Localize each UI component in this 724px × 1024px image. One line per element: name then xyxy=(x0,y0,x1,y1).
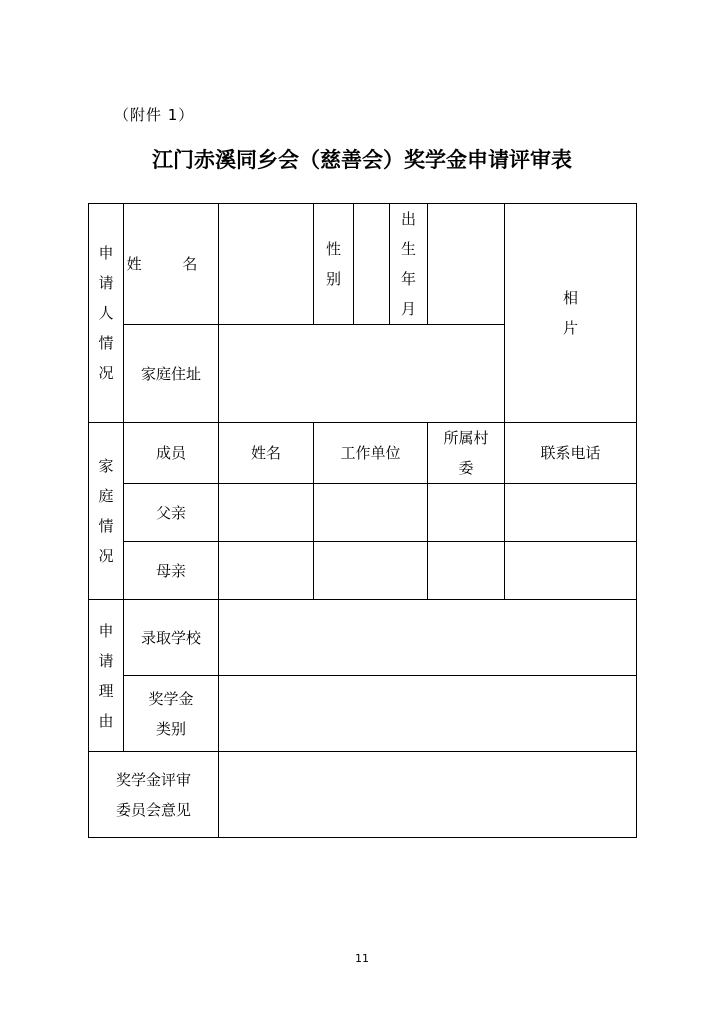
school-label-cell xyxy=(124,600,219,676)
family-col-village xyxy=(428,423,505,484)
address-label-cell xyxy=(124,325,219,423)
applicant-section-label xyxy=(89,204,124,423)
gender-label: 性别 xyxy=(325,240,341,288)
reason-section-text: 申请理由 xyxy=(98,621,114,730)
family-row-father xyxy=(124,484,219,542)
father-label: 父亲 xyxy=(155,503,186,522)
birth-label-cell xyxy=(390,204,428,325)
family-col-workplace-label: 工作单位 xyxy=(340,444,401,462)
mother-label: 母亲 xyxy=(155,561,186,580)
father-name-field[interactable] xyxy=(219,484,314,542)
family-section-text: 家庭情况 xyxy=(98,457,114,565)
family-col-name xyxy=(219,423,314,484)
mother-phone-field[interactable] xyxy=(505,542,637,600)
name-label: 姓 名 xyxy=(126,255,216,273)
father-phone-field[interactable] xyxy=(505,484,637,542)
family-col-workplace xyxy=(314,423,428,484)
father-village-field[interactable] xyxy=(428,484,505,542)
committee-label: 奖学金评审委员会意见 xyxy=(116,770,192,819)
category-label-cell xyxy=(124,676,219,752)
reason-section-label xyxy=(89,600,124,752)
school-field[interactable] xyxy=(219,600,637,676)
applicant-gender-field[interactable] xyxy=(354,204,390,325)
applicant-address-field[interactable] xyxy=(219,325,505,423)
application-form-table xyxy=(88,203,637,838)
birth-label: 出生年月 xyxy=(400,210,416,318)
family-col-phone xyxy=(505,423,637,484)
mother-village-field[interactable] xyxy=(428,542,505,600)
page-number: 11 xyxy=(355,952,369,965)
photo-label: 相片 xyxy=(562,289,578,337)
category-field[interactable] xyxy=(219,676,637,752)
applicant-name-field[interactable] xyxy=(219,204,314,325)
applicant-section-text: 申请人情况 xyxy=(98,244,114,382)
family-col-phone-label: 联系电话 xyxy=(540,444,601,462)
address-label: 家庭住址 xyxy=(140,364,201,383)
mother-name-field[interactable] xyxy=(219,542,314,600)
committee-label-cell xyxy=(89,752,219,838)
document-title: 江门赤溪同乡会（慈善会）奖学金申请评审表 xyxy=(152,148,572,172)
family-row-mother xyxy=(124,542,219,600)
family-col-village-label: 所属村委 xyxy=(443,429,489,477)
family-col-member-label: 成员 xyxy=(155,444,186,462)
school-label: 录取学校 xyxy=(140,628,201,647)
photo-cell[interactable] xyxy=(505,204,637,423)
applicant-birth-field[interactable] xyxy=(428,204,505,325)
category-label: 奖学金类别 xyxy=(148,689,194,738)
name-label-cell xyxy=(124,204,219,325)
attachment-label: （附件 1） xyxy=(114,106,195,124)
family-col-name-label: 姓名 xyxy=(250,444,281,462)
committee-opinion-field[interactable] xyxy=(219,752,637,838)
mother-workplace-field[interactable] xyxy=(314,542,428,600)
family-section-label xyxy=(89,423,124,600)
family-col-member xyxy=(124,423,219,484)
father-workplace-field[interactable] xyxy=(314,484,428,542)
gender-label-cell xyxy=(314,204,354,325)
